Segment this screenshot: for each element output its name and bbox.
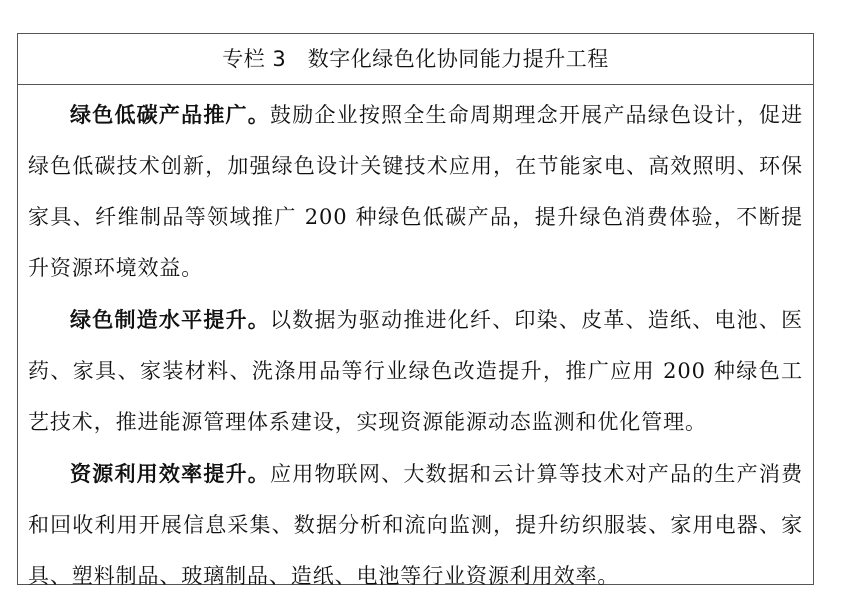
box-title: 专栏 3 数字化绿色化协同能力提升工程 [18,34,813,85]
paragraph-text: 以数据为驱动推进化纤、印染、皮革、造纸、电池、医药、家具、家装材料、洗涤用品等行业绿色改造提升，推广应用 200 种绿色工艺技术，推进能源管理体系建设，实现资源能源动态监测和优化管理。 [28,308,803,434]
paragraph-heading: 绿色低碳产品推广。 [70,102,270,127]
paragraph-resource-efficiency [28,448,803,602]
paragraph-heading: 资源利用效率提升。 [70,461,270,486]
paragraph-green-manufacturing [28,294,803,448]
paragraph-text: 鼓励企业按照全生命周期理念开展产品绿色设计，促进绿色低碳技术创新，加强绿色设计关键技术应用，在节能家电、高效照明、环保家具、纤维制品等领域推广 200 种绿色低碳产品，提升绿色消费体验，不断提升资源环境效益。 [28,103,803,280]
column-box [17,33,814,588]
paragraph-heading: 绿色制造水平提升。 [70,307,270,332]
paragraph-green-low-carbon-products [28,89,803,294]
box-body [18,85,813,602]
paragraph-text: 应用物联网、大数据和云计算等技术对产品的生产消费和回收利用开展信息采集、数据分析和流向监测，提升纺织服装、家用电器、家具、塑料制品、玻璃制品、造纸、电池等行业资源利用效率。 [28,462,803,588]
